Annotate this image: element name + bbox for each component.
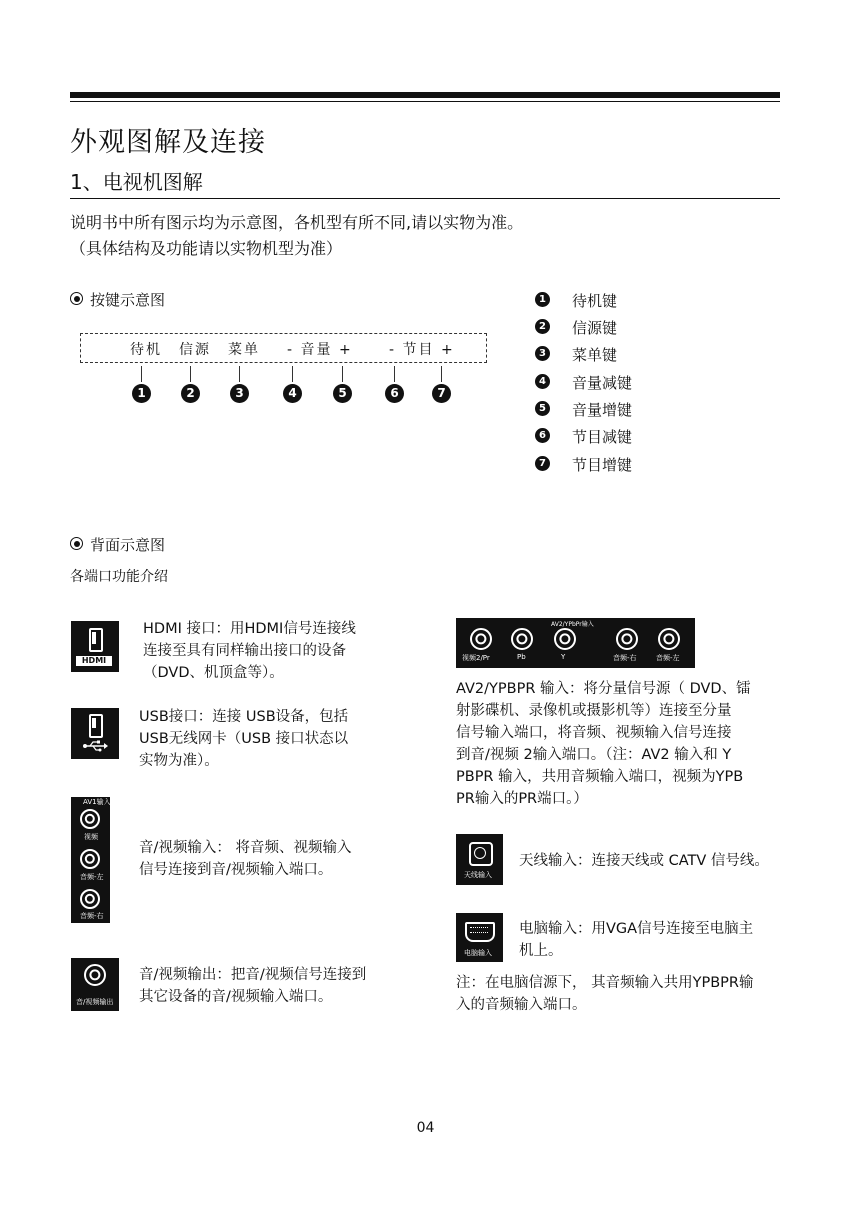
audio-left-jack-icon: [80, 849, 100, 869]
ypbpr-jack-label: 音频-右: [613, 654, 637, 662]
ypbpr-description: AV2/YPBPR 输入：将分量信号源（ DVD、镭 射影碟机、录像机或摄影机等）连接至分量 信号输入端口，将音频、视频输入信号连接 到音/视频 2输入端口。（注：AV2 输入和 Y PBPR 输入，共用音频输入端口，视频为YPB PR输入的PR端口。）: [456, 681, 751, 807]
section-title: 1、电视机图解: [70, 170, 203, 194]
legend-item: [535, 290, 617, 311]
legend-item: [535, 344, 617, 365]
bullet-icon: [70, 292, 83, 305]
hdmi-logo: HDMI: [76, 656, 112, 666]
av-input-panel: [71, 797, 110, 923]
ypbpr-jack-label: 音频-左: [656, 654, 680, 662]
section-rule: [70, 198, 780, 199]
legend-item: [535, 399, 632, 420]
legend-label: 信源键: [572, 319, 618, 337]
ports-intro: 各端口功能介绍: [70, 569, 168, 585]
key-label-program: - 节目 +: [389, 342, 455, 358]
jack-icon: [511, 628, 533, 650]
legend-number: 6: [535, 428, 550, 443]
key-number-2: 2: [181, 384, 200, 403]
key-number-6: 6: [385, 384, 404, 403]
legend-number: 1: [535, 292, 550, 307]
key-label-source: 信源: [179, 342, 211, 358]
keys-section-label: 按键示意图: [90, 291, 166, 309]
jack-icon: [470, 628, 492, 650]
antenna-description: 天线输入：连接天线或 CATV 信号线。: [519, 853, 769, 869]
jack-icon: [554, 628, 576, 650]
key-tick-3: [239, 366, 240, 382]
key-label-menu: 菜单: [228, 342, 260, 358]
usb-symbol-icon: [82, 739, 108, 753]
video-jack-icon: [80, 809, 100, 829]
av-output-description: 音/视频输出：把音/视频信号连接到 其它设备的音/视频输入端口。: [139, 967, 367, 1005]
key-tick-5: [342, 366, 343, 382]
key-tick-7: [441, 366, 442, 382]
legend-label: 音量增键: [572, 401, 633, 419]
legend-label: 音量减键: [572, 374, 633, 392]
legend-number: 2: [535, 319, 550, 334]
ypbpr-header: AV2/YPbPr输入: [551, 621, 594, 628]
ypbpr-jack-label: 视频2/Pr: [462, 654, 490, 662]
hdmi-port-icon: [71, 621, 119, 672]
audio-right-label: 音频-右: [80, 912, 104, 920]
key-tick-4: [292, 366, 293, 382]
vga-port-icon: [456, 913, 503, 962]
legend-label: 待机键: [572, 292, 618, 310]
key-tick-1: [141, 366, 142, 382]
usb-port-icon: [71, 708, 119, 759]
key-label-standby: 待机: [130, 342, 162, 358]
ypbpr-jack-label: Y: [561, 653, 566, 661]
audio-left-label: 音频-左: [80, 873, 104, 881]
antenna-port-icon: [456, 834, 503, 885]
legend-item: [535, 426, 632, 447]
key-label-volume: - 音量 +: [287, 342, 353, 358]
legend-label: 节目增键: [572, 456, 633, 474]
intro-line-1: 说明书中所有图示均为示意图，各机型有所不同,请以实物为准。: [70, 213, 524, 232]
legend-number: 7: [535, 456, 550, 471]
back-section-label: 背面示意图: [90, 536, 166, 554]
page-title: 外观图解及连接: [70, 127, 266, 158]
jack-icon: [658, 628, 680, 650]
key-number-4: 4: [283, 384, 302, 403]
legend-number: 4: [535, 374, 550, 389]
key-tick-2: [190, 366, 191, 382]
vga-label: 电脑输入: [464, 949, 492, 957]
key-tick-6: [394, 366, 395, 382]
legend-number: 5: [535, 401, 550, 416]
ypbpr-input-panel: [456, 618, 695, 668]
key-number-3: 3: [230, 384, 249, 403]
av-output-icon: [71, 958, 119, 1011]
intro-line-2: （具体结构及功能请以实物机型为准）: [70, 239, 343, 258]
legend-number: 3: [535, 346, 550, 361]
av-input-description: 音/视频输入： 将音频、视频输入 信号连接到音/视频输入端口。: [139, 840, 352, 878]
top-rule-thick: [70, 92, 780, 98]
key-number-7: 7: [432, 384, 451, 403]
note: 注：在电脑信源下， 其音频输入共用YPBPR输 入的音频输入端口。: [456, 975, 754, 1013]
av-output-label: 音/视频输出: [76, 998, 114, 1006]
legend-item: [535, 454, 632, 475]
usb-description: USB接口：连接 USB设备，包括 USB无线网卡（USB 接口状态以 实物为准）。: [139, 709, 349, 769]
keys-section-heading: [70, 289, 165, 310]
top-rule-thin: [70, 101, 780, 102]
audio-right-jack-icon: [80, 889, 100, 909]
key-number-1: 1: [132, 384, 151, 403]
antenna-label: 天线输入: [464, 871, 492, 879]
legend-label: 节目减键: [572, 428, 633, 446]
video-jack-label: 视频: [84, 833, 98, 841]
av-output-jack-icon: [84, 964, 106, 986]
page-number: 04: [416, 1120, 435, 1136]
vga-description: 电脑输入：用VGA信号连接至电脑主 机上。: [519, 921, 754, 959]
key-number-5: 5: [333, 384, 352, 403]
bullet-icon: [70, 537, 83, 550]
legend-item: [535, 372, 632, 393]
ypbpr-jack-label: Pb: [517, 653, 526, 661]
legend-label: 菜单键: [572, 346, 618, 364]
jack-icon: [616, 628, 638, 650]
av-input-header: AV1输入: [83, 798, 111, 806]
legend-item: [535, 317, 617, 338]
hdmi-description: HDMI 接口：用HDMI信号连接线 连接至具有同样输出接口的设备 （DVD、机顶盒等）。: [143, 621, 356, 681]
back-section-heading: [70, 534, 165, 555]
